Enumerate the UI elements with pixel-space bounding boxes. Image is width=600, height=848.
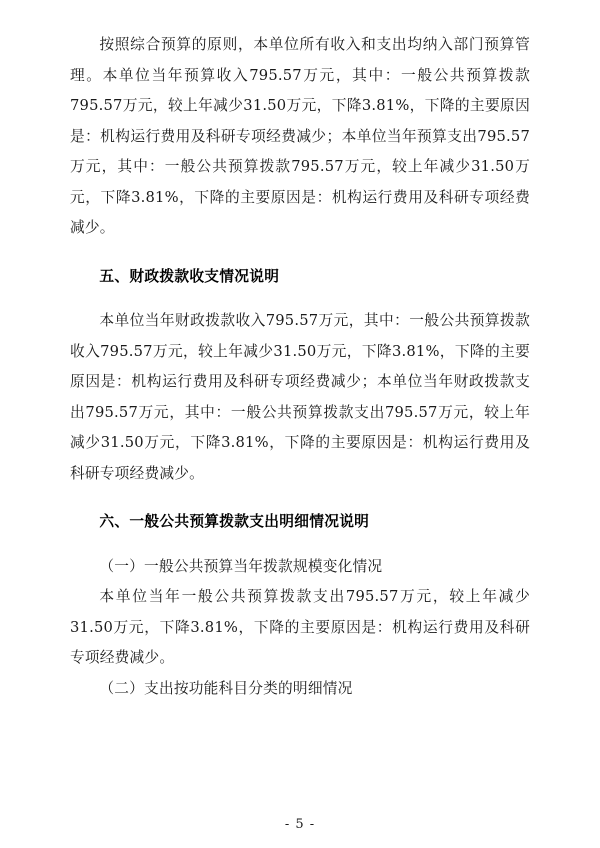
subheading-six-one: （一）一般公共预算当年拨款规模变化情况 — [99, 557, 383, 575]
heading-section-six: 六、一般公共预算拨款支出明细情况说明 — [99, 513, 370, 530]
paragraph-fiscal-appropriation: 本单位当年财政拨款收入795.57万元，其中：一般公共预算拨款收入795.57万元，较上年减少31.50万元，下降3.81%，下降的主要原因是：机构运行费用及科研专项经费减少；本单位当年财政拨款支出795.57万元，其中：一般公共预算拨款支出795.57万元，较上年减少31.50万元，下降3.81%，下降的主要原因是：机构运行费用及科研专项经费减少。 — [70, 312, 530, 482]
document-body — [70, 30, 530, 704]
paragraph-comprehensive-budget: 按照综合预算的原则，本单位所有收入和支出均纳入部门预算管理。本单位当年预算收入795.57万元，其中：一般公共预算拨款795.57万元，较上年减少31.50万元，下降3.81%，下降的主要原因是：机构运行费用及科研专项经费减少；本单位当年预算支出795.57万元，其中：一般公共预算拨款795.57万元，较上年减少31.50万元，下降3.81%，下降的主要原因是：机构运行费用及科研专项经费减少。 — [70, 36, 530, 236]
subheading-six-two: （二）支出按功能科目分类的明细情况 — [99, 679, 353, 697]
heading-section-five: 五、财政拨款收支情况说明 — [99, 267, 280, 285]
paragraph-six-one-body: 本单位当年一般公共预算拨款支出795.57万元，较上年减少31.50万元，下降3.81%，下降的主要原因是：机构运行费用及科研专项经费减少。 — [70, 588, 530, 666]
page-number: - 5 - — [284, 817, 316, 832]
